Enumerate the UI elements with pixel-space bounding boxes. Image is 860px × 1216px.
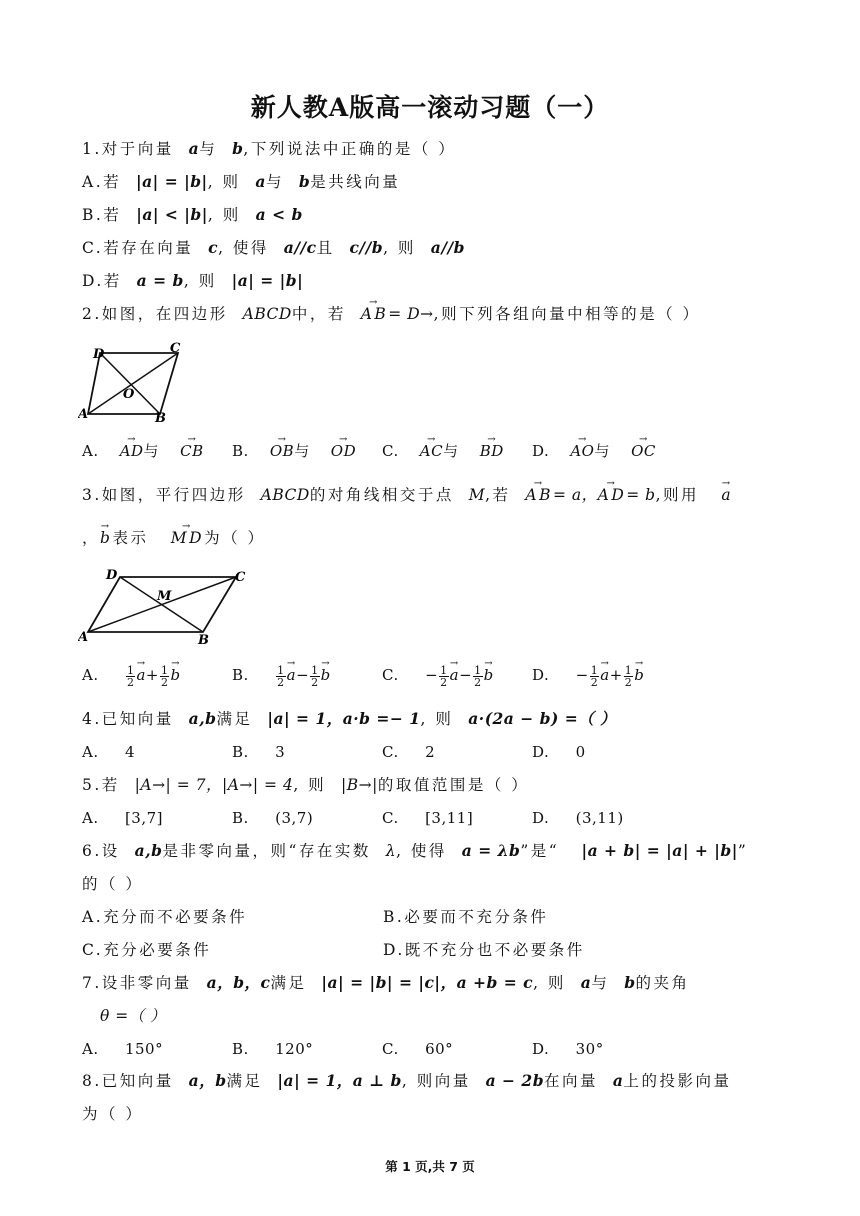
q5-option-a[interactable]: A. [3,7]: [82, 809, 164, 827]
q7-stem: 7.设非零向量 a，b，c满足 |a| = |b| = |c|，a +b = c, 则 a与 b的夹角: [82, 973, 690, 992]
q3-option-b[interactable]: B. $\frac{1}{2}$ → a− $\frac{1}{2}$ → b: [232, 664, 331, 688]
q5-option-d[interactable]: D. (3,11): [532, 809, 624, 827]
q6-option-a[interactable]: A.充分而不必要条件: [82, 908, 248, 926]
q2-stem: 2.如图，在四边形 ABCD中，若 → AB= D→,则下列各组向量中相等的是（ ）: [82, 303, 701, 325]
q2-option-c[interactable]: C. → AC与 → BD: [382, 440, 504, 462]
q6-option-c[interactable]: C.充分必要条件: [82, 941, 212, 959]
q3-option-d[interactable]: D. − $\frac{1}{2}$ → a+ $\frac{1}{2}$ → b: [532, 664, 644, 688]
q8-stem: 8.已知向量 a，b满足 |a| = 1，a ⊥ b, 则向量 a − 2b在向量 a上的投影向量: [82, 1071, 732, 1090]
q2-label-a: A: [78, 407, 89, 422]
q5-option-c[interactable]: C. [3,11]: [382, 809, 474, 827]
q2-label-o: O: [123, 387, 135, 402]
q7-option-c[interactable]: C. 60°: [382, 1040, 454, 1058]
q2-option-d[interactable]: D. → AO与 → OC: [532, 440, 656, 462]
q4-option-a[interactable]: A. 4: [82, 743, 135, 761]
q4-option-d[interactable]: D. 0: [532, 743, 586, 761]
q6-option-d[interactable]: D.既不充分也不必要条件: [383, 941, 585, 959]
q7-option-b[interactable]: B. 120°: [232, 1040, 314, 1058]
q2-option-a[interactable]: A. → AD与 → CB: [82, 440, 204, 462]
q2-label-d: D: [93, 347, 105, 362]
q4-option-b[interactable]: B. 3: [232, 743, 286, 761]
page-footer: 第 1 页,共 7 页: [385, 1159, 475, 1174]
q3-label-c: C: [235, 570, 246, 585]
q3-option-a[interactable]: A. $\frac{1}{2}$ → a+ $\frac{1}{2}$ → b: [82, 664, 181, 688]
q3-option-c[interactable]: C. − $\frac{1}{2}$ → a− $\frac{1}{2}$ → b: [382, 664, 494, 688]
q4-option-c[interactable]: C. 2: [382, 743, 436, 761]
q3-label-d: D: [106, 568, 118, 583]
q2-option-b[interactable]: B. → OB与 → OD: [232, 440, 356, 462]
q7-option-a[interactable]: A. 150°: [82, 1040, 164, 1058]
q2-label-c: C: [170, 341, 181, 356]
q1-option-d[interactable]: D.若 a = b, 则 |a| = |b|: [82, 271, 304, 290]
q6-stem-line2: 的（ ）: [82, 875, 144, 893]
q8-stem-line2: 为（ ）: [82, 1105, 144, 1123]
q7-stem-line2: θ =（ ）: [100, 1007, 167, 1025]
q5-stem: 5.若 |A→| = 7，|A→| = 4, 则 |B→|的取值范围是（ ）: [82, 776, 530, 794]
q4-stem: 4.已知向量 a,b满足 |a| = 1，a·b =− 1, 则 a·(2a − b) =（ ）: [82, 709, 617, 728]
q3-stem: 3.如图，平行四边形 ABCD的对角线相交于点 M,若 → AB= a，→ AD= b,则用 → a: [82, 484, 733, 506]
q2-figure-quadrilateral: [78, 338, 188, 423]
q2-label-b: B: [155, 411, 166, 423]
q6-option-b[interactable]: B.必要而不充分条件: [383, 908, 549, 926]
q3-figure-parallelogram: [78, 565, 253, 647]
q3-label-m: M: [157, 589, 172, 604]
q6-stem: 6.设 a,b是非零向量，则“存在实数 λ, 使得 a = λb”是“ |a + b| = |a| + |b|”: [82, 841, 749, 860]
q1-option-b[interactable]: B.若 |a| < |b|, 则 a < b: [82, 205, 303, 224]
q1-option-a[interactable]: A.若 |a| = |b|, 则 a与 b是共线向量: [82, 172, 401, 191]
page-title: 新人教A版高一滚动习题（一）: [250, 93, 610, 122]
q1-option-c[interactable]: C.若存在向量 c, 使得 a//c且 c//b, 则 a//b: [82, 238, 466, 257]
q3-label-b: B: [198, 633, 209, 647]
q1-stem: 1.对于向量 a与 b,下列说法中正确的是（ ）: [82, 139, 457, 158]
q3-stem-line2: ，→ b表示 → MD为（ ）: [82, 527, 266, 549]
q5-option-b[interactable]: B. (3,7): [232, 809, 314, 827]
q7-option-d[interactable]: D. 30°: [532, 1040, 604, 1058]
q3-label-a: A: [78, 630, 89, 645]
